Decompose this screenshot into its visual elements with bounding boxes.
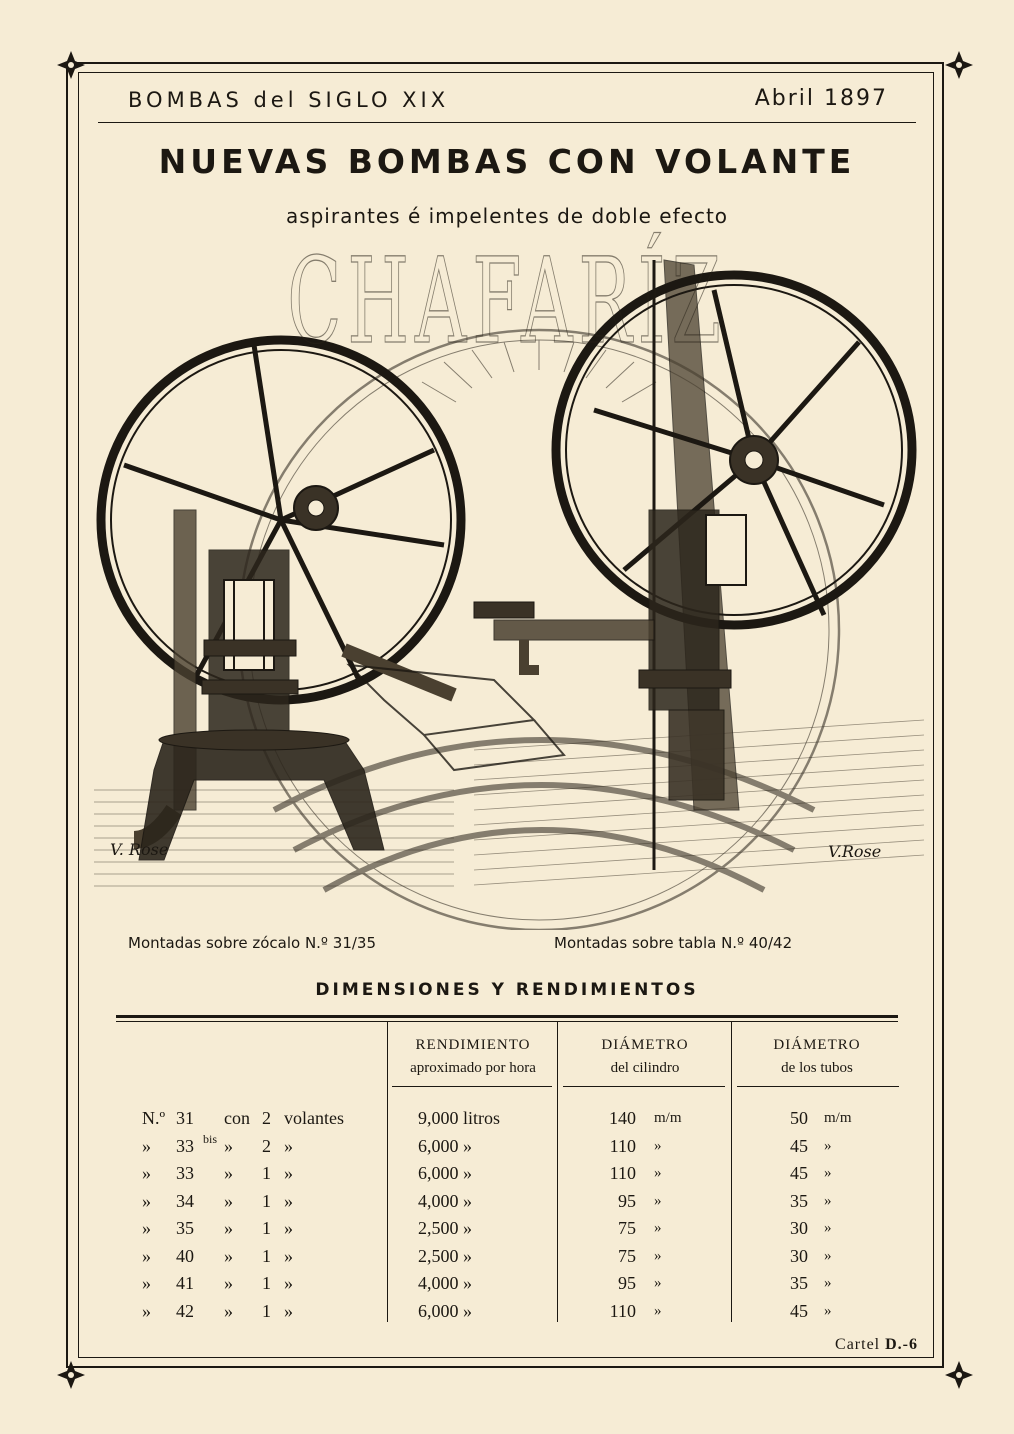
cell-rend: 6,000 » xyxy=(418,1163,472,1183)
table-row xyxy=(0,1108,1014,1135)
cell-volantes: 2 xyxy=(262,1108,271,1128)
cell-tub: 45 xyxy=(790,1135,808,1156)
left-engraver-signature: V. Rose xyxy=(110,840,169,859)
cell-cil: 95 xyxy=(618,1190,636,1211)
header-underline xyxy=(563,1086,725,1087)
cell-tub: 30 xyxy=(790,1245,808,1266)
cell-cil: 75 xyxy=(618,1245,636,1266)
cell-prefix: » xyxy=(142,1135,151,1156)
cell-tub-unit: » xyxy=(824,1137,832,1154)
cell-word2: » xyxy=(284,1245,293,1266)
cell-tub-unit: m/m xyxy=(824,1110,852,1126)
page-subtitle: aspirantes é impelentes de doble efecto xyxy=(285,204,729,228)
cell-tub: 45 xyxy=(790,1300,808,1321)
cell-tub: 35 xyxy=(790,1273,808,1293)
cell-rend: 6,000 » xyxy=(418,1135,472,1156)
cell-volantes: 1 xyxy=(262,1190,271,1211)
cell-rend: 9,000 litros xyxy=(418,1108,501,1128)
header-series-title: BOMBAS del SIGLO XIX xyxy=(128,88,450,112)
header-divider xyxy=(98,122,916,123)
trough xyxy=(349,665,564,770)
table-row xyxy=(0,1131,1014,1163)
cell-num: 41 xyxy=(176,1273,194,1293)
cell-tub-unit: » xyxy=(824,1165,832,1181)
cell-volantes: 1 xyxy=(262,1273,271,1293)
header-date: Abril 1897 xyxy=(754,86,888,111)
cell-num: 35 xyxy=(176,1218,194,1238)
table-top-rule-thin xyxy=(116,1021,898,1022)
cell-cil-unit: » xyxy=(654,1220,662,1236)
table-row xyxy=(0,1301,1014,1328)
cell-num: 33 xyxy=(176,1163,194,1183)
cell-num: 31 xyxy=(176,1108,194,1128)
page-title: NUEVAS BOMBAS CON VOLANTE xyxy=(158,142,856,181)
cell-volantes: 2 xyxy=(262,1135,271,1156)
cell-sup: bis xyxy=(203,1131,218,1146)
cell-volantes: 1 xyxy=(262,1245,271,1266)
cell-rend: 2,500 » xyxy=(418,1218,472,1238)
corner-ornament-icon xyxy=(942,1358,976,1392)
cell-tub-unit: » xyxy=(824,1275,832,1291)
cell-num: 42 xyxy=(176,1300,194,1321)
corner-ornament-icon xyxy=(54,48,88,82)
table-row xyxy=(0,1273,1014,1300)
cell-rend: 4,000 » xyxy=(418,1190,472,1211)
footer-code: Cartel D.-6 xyxy=(835,1336,918,1353)
cell-volantes: 1 xyxy=(262,1218,271,1238)
cell-tub: 35 xyxy=(790,1190,808,1211)
cell-word2: » xyxy=(284,1135,293,1156)
cell-tub: 50 xyxy=(790,1108,808,1128)
cell-word2: » xyxy=(284,1273,293,1293)
cell-cil-unit: » xyxy=(654,1275,662,1291)
table-row xyxy=(0,1163,1014,1190)
cell-cil: 110 xyxy=(609,1135,636,1156)
cell-word2: volantes xyxy=(284,1108,344,1128)
cell-prefix: » xyxy=(142,1163,151,1183)
cell-volantes: 1 xyxy=(262,1300,271,1321)
table-row xyxy=(0,1191,1014,1218)
corner-ornament-icon xyxy=(942,48,976,82)
cell-rend: 4,000 » xyxy=(418,1273,472,1293)
cell-tub-unit: » xyxy=(824,1192,832,1209)
cell-rend: 2,500 » xyxy=(418,1245,472,1266)
cell-cil-unit: » xyxy=(654,1302,662,1319)
cell-cil-unit: » xyxy=(654,1137,662,1154)
table-top-rule xyxy=(116,1015,898,1018)
cell-volantes: 1 xyxy=(262,1163,271,1183)
cell-cil-unit: » xyxy=(654,1165,662,1181)
cell-tub-unit: » xyxy=(824,1302,832,1319)
cell-rend: 6,000 » xyxy=(418,1300,472,1321)
cell-prefix: » xyxy=(142,1218,151,1238)
cell-word1: » xyxy=(224,1135,233,1156)
cell-cil-unit: m/m xyxy=(654,1110,682,1126)
cell-cil: 140 xyxy=(609,1108,636,1128)
cell-num: 40 xyxy=(176,1245,194,1266)
cell-word2: » xyxy=(284,1300,293,1321)
cell-word1: » xyxy=(224,1218,233,1238)
watermark-text: CHAFARÍZ xyxy=(287,232,727,370)
left-caption: Montadas sobre zócalo N.º 31/35 xyxy=(128,934,376,952)
cell-cil-unit: » xyxy=(654,1192,662,1209)
header-rendimiento: RENDIMIENTO aproximado por hora xyxy=(410,1037,536,1076)
table-row xyxy=(0,1218,1014,1245)
header-diametro-cilindro: DIÁMETRO del cilindro xyxy=(601,1037,689,1076)
cell-word1: » xyxy=(224,1163,233,1183)
header-underline xyxy=(392,1086,552,1087)
cell-cil: 110 xyxy=(609,1163,636,1183)
cell-word1: » xyxy=(224,1273,233,1293)
cell-word2: » xyxy=(284,1190,293,1211)
cell-tub: 30 xyxy=(790,1218,808,1238)
cell-prefix: » xyxy=(142,1273,151,1293)
cell-num: 34 xyxy=(176,1190,194,1211)
cell-tub: 45 xyxy=(790,1163,808,1183)
cell-prefix: » xyxy=(142,1190,151,1211)
cell-word2: » xyxy=(284,1218,293,1238)
cell-word1: » xyxy=(224,1190,233,1211)
section-title: DIMENSIONES Y RENDIMIENTOS xyxy=(315,980,699,1000)
right-caption: Montadas sobre tabla N.º 40/42 xyxy=(554,934,793,952)
cell-prefix: » xyxy=(142,1300,151,1321)
cell-tub-unit: » xyxy=(824,1247,832,1264)
cell-cil-unit: » xyxy=(654,1247,662,1264)
cell-tub-unit: » xyxy=(824,1220,832,1236)
header-underline xyxy=(737,1086,899,1087)
cell-word1: con xyxy=(224,1108,250,1128)
cell-cil: 75 xyxy=(618,1218,636,1238)
table-row xyxy=(0,1246,1014,1273)
cell-word1: » xyxy=(224,1300,233,1321)
cell-word2: » xyxy=(284,1163,293,1183)
cell-prefix: N.º xyxy=(142,1108,166,1128)
cell-num: 33 xyxy=(176,1135,194,1156)
cell-cil: 110 xyxy=(609,1300,636,1321)
corner-ornament-icon xyxy=(54,1358,88,1392)
cell-cil: 95 xyxy=(618,1273,636,1293)
right-engraver-signature: V.Rose xyxy=(828,842,882,861)
cell-prefix: » xyxy=(142,1245,151,1266)
cell-word1: » xyxy=(224,1245,233,1266)
header-diametro-tubos: DIÁMETRO de los tubos xyxy=(773,1037,861,1076)
